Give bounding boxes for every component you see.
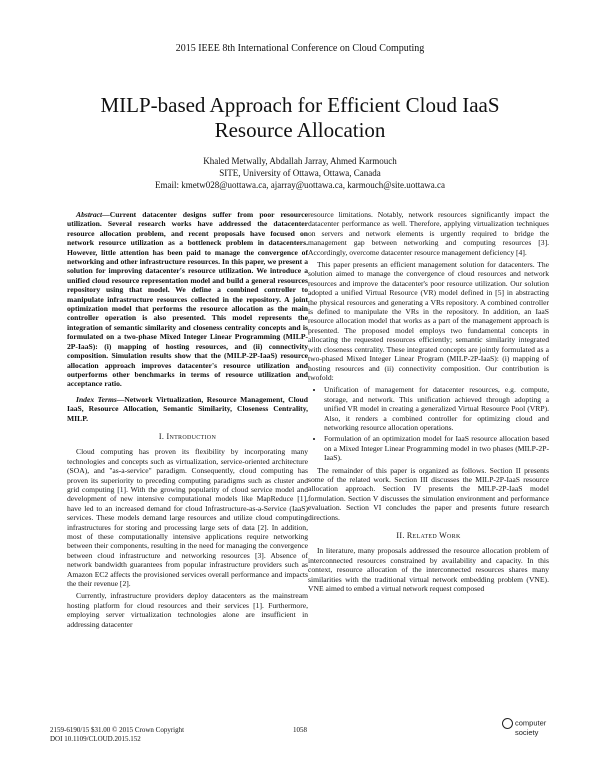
section-heading-related-work bbox=[308, 531, 549, 540]
computer-society-logo bbox=[502, 718, 546, 737]
abstract-text: —Current datacenter designs suffer from poor resource utilization. Several research works have addressed the datacenter resource allocation problem, and recent proposals have focused on network resource utilization as a bottleneck problem in datacenters. However, little attention has been paid to manage the convergence of networking and other infrastructure resources. In this paper, we present a solution for improving datacenter's resource utilization. We introduce a unified cloud resource representation model and build a general resources repository using that model. We define a combined controller to manipulate infrastructure resources collected in the repository. A joint optimization model that performs the resource allocation as the main controller operation is also presented. This model represents the integration of semantic similarity and closeness centrality concepts and is formulated on a two-phase Mixed Integer Linear Programming (MILP-2P-IaaS): (i) mapping of hosting resources, and (ii) connectivity composition. Simulation results show that the (MILP-2P-IaaS) resource allocation approach improves datacenter's resource utilization and outperforms other benchmarks in terms of resource utilization and acceptance ratio. bbox=[67, 210, 308, 389]
section-title: Introduction bbox=[166, 431, 217, 441]
index-terms-label: Index Terms bbox=[76, 394, 117, 404]
conference-header: 2015 IEEE 8th International Conference on Cloud Computing bbox=[175, 43, 425, 54]
intro-paragraph-2: Currently, infrastructure providers deploy datacenters as the mainstream hosting platform for cloud resources and their services [1]. Furthermore, employing server virtualization technologies alone are insufficient in addressing datacenter bbox=[67, 591, 308, 629]
author-block bbox=[40, 155, 560, 191]
solution-paragraph: This paper presents an efficient management solution for datacenters. The solution aimed to manage the convergence of cloud resources and network resources and improve the datacenter's poor resource utilization. Our solution adopted a unified Virtual Resource (VR) model defined in [5] in abstracting the physical resources and generating a VRs repository. A combined controller is defined to manipulate the VRs in the repository. In addition, an IaaS resource allocation model that works as a part of the management approach is presented. The proposed model employs two fundamental concepts in allocating the requested resources efficiently; semantic similarity integrated with closeness centrality. These integrated concepts are jointly formulated as a two-phased Mixed Integer Linear Program (MILP-2P-IaaS): (i) mapping of hosting resources and (ii) connectivity composition. Our contribution is twofold: bbox=[308, 260, 549, 382]
paragraph-continued: resource limitations. Notably, network resources significantly impact the datacenter performance as well. Therefore, applying virtualization techniques on servers and network elements is urgently required to bridge the management gap between networking and computing resources [3]. Accordingly, overcome datacenter resource management deficiency [4]. bbox=[308, 210, 549, 257]
right-column bbox=[308, 210, 549, 596]
logo-line-1: computer bbox=[515, 718, 547, 728]
section-heading-introduction bbox=[67, 432, 308, 441]
paper-title bbox=[40, 93, 560, 143]
contribution-list bbox=[308, 385, 549, 462]
title-line-1: MILP-based Approach for Efficient Cloud IaaS bbox=[100, 93, 500, 117]
abstract-label: Abstract bbox=[76, 210, 103, 219]
doi-line: DOI 10.1109/CLOUD.2015.152 bbox=[50, 735, 141, 743]
section-title: Related Work bbox=[406, 531, 461, 540]
index-terms-text: —Network Virtualization, Resource Management, Cloud IaaS, Resource Allocation, Semantic Similarity, Closeness Centrality, MILP. bbox=[67, 394, 308, 423]
section-number: I. bbox=[158, 431, 167, 441]
related-work-paragraph: In literature, many proposals addressed the resource allocation problem of interconnected resources constrained by availability and capacity. In this context, resource allocation of the interconnected resources shares many similarities with the traditional virtual network embedding problem (VNE). VNE aimed to embed a virtual network request composed bbox=[308, 546, 549, 594]
copyright-line: 2159-6190/15 $31.00 © 2015 Crown Copyright bbox=[50, 726, 185, 734]
abstract bbox=[67, 210, 308, 389]
index-terms bbox=[67, 395, 308, 423]
list-item: • Unification of management for datacenter resources, e.g. compute, storage, and network. This unification achieved through adopting a unified VR model in creating a generalized Virtual Resource Pool (VRP). Also, it renders a combined controller for optimizing cloud and networking resource allocation operations. bbox=[324, 385, 549, 432]
affiliation: SITE, University of Ottawa, Ottawa, Canada bbox=[219, 168, 381, 178]
left-column bbox=[67, 210, 308, 632]
author-names: Khaled Metwally, Abdallah Jarray, Ahmed Karmouch bbox=[203, 156, 397, 166]
logo-line-2: society bbox=[515, 728, 539, 737]
section-number: II. bbox=[396, 531, 407, 540]
title-line-2: Resource Allocation bbox=[214, 118, 386, 142]
email-line: Email: kmetw028@uottawa.ca, ajarray@uottawa.ca, karmouch@site.uottawa.ca bbox=[154, 180, 445, 190]
page-number: 1058 bbox=[293, 726, 307, 734]
intro-paragraph-1: Cloud computing has proven its flexibility by incorporating many technologies and concepts such as virtualization, service-oriented architecture (SOA), and "as-a-service" paradigm. Consequently, cloud computing has proven its superiority to preceding computing paradigms such as cluster and grid computing [1]. With the growing popularity of cloud service model and development of new intensive computational models like MapReduce [1], have led to an increased demand for cloud Infrastructure-as-a-Service (IaaS) services. These models demand large resources and utilize cloud computing infrastructures for storing and processing large sets of data [2]. In addition, most of these computationally intensive applications require networking between their components, resulting in the need for managing the convergence between cloud infrastructure and networking resources [3]. Absence of network bandwidth guarantees from popular infrastructure providers such as Amazon EC2 affects the provisioned services overall performance and impacts the their revenue [2]. bbox=[67, 447, 308, 589]
list-item: • Formulation of an optimization model for IaaS resource allocation based on a Mixed Integer Linear Programming model in two phases (MILP-2P-IaaS). bbox=[324, 434, 549, 462]
organization-paragraph: The remainder of this paper is organized as follows. Section II presents some of the related work. Section III discusses the MILP-2P-IaaS resource allocation approach. Section IV presents the MILP-2P-IaaS model formulation. Section V discusses the simulation environment and performance evaluation. Section VI concludes the paper and presents future research directions. bbox=[308, 465, 549, 522]
society-emblem-icon bbox=[502, 718, 513, 729]
